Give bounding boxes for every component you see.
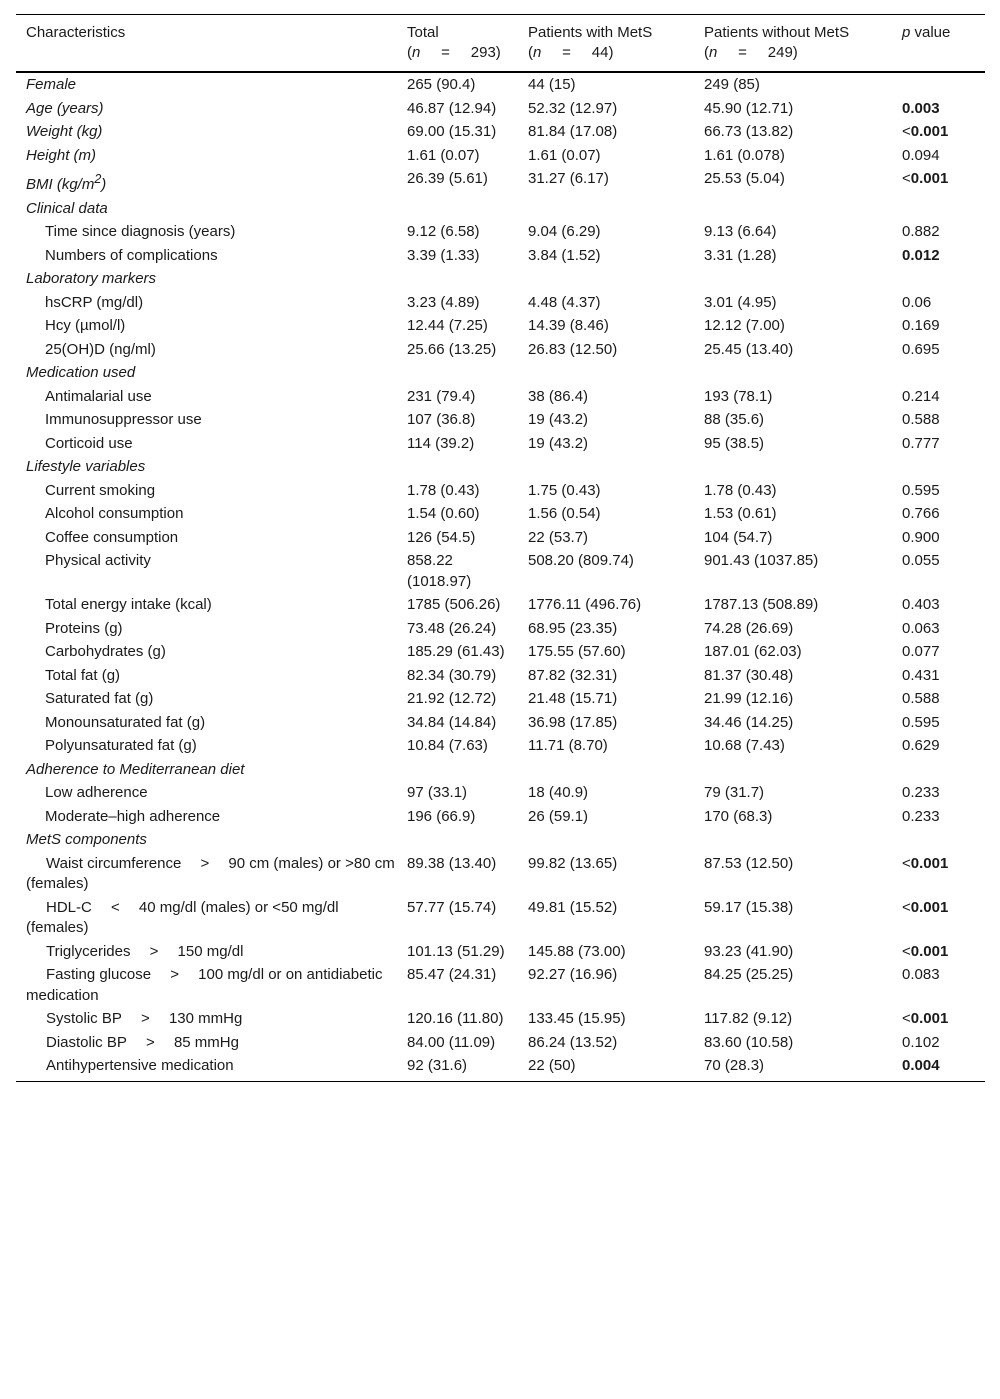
cell-with-mets: 21.48 (15.71) bbox=[528, 690, 618, 707]
cell-p-value: 0.403 bbox=[902, 596, 940, 613]
cell-with-mets: 81.84 (17.08) bbox=[528, 123, 618, 140]
row-label: 25(OH)D (ng/ml) bbox=[45, 340, 156, 358]
cell-with-mets: 4.48 (4.37) bbox=[528, 293, 601, 311]
row-label: Time since diagnosis (years) bbox=[45, 223, 236, 240]
header-row bbox=[16, 15, 985, 73]
table-row bbox=[16, 735, 985, 759]
row-label: Corticoid use bbox=[45, 434, 133, 452]
cell-without-mets: 193 (78.1) bbox=[704, 387, 773, 405]
cell-without-mets: 81.37 (30.48) bbox=[704, 666, 794, 684]
cell-p-value: 0.695 bbox=[902, 340, 940, 358]
table-row bbox=[16, 941, 985, 965]
section-row bbox=[16, 362, 985, 386]
row-label: BMI $(kg/m^2)$ bbox=[26, 172, 107, 193]
cell-with-mets: 18 (40.9) bbox=[528, 784, 589, 801]
header-without-mets bbox=[694, 15, 892, 73]
cell-p-value: 0.588 bbox=[902, 690, 940, 707]
section-row bbox=[16, 198, 985, 222]
cell-p-value: <0.001 bbox=[902, 942, 949, 960]
table-row bbox=[16, 292, 985, 316]
header-without-n: (n = 249) bbox=[704, 44, 798, 61]
cell-total: 120.16 (11.80) bbox=[407, 1010, 504, 1027]
cell-p-value: 0.233 bbox=[902, 807, 940, 825]
cell-p-value: <0.001 bbox=[902, 123, 949, 140]
cell-without-mets: 170 (68.3) bbox=[704, 807, 773, 825]
cell-without-mets: 25.53 (5.04) bbox=[704, 170, 785, 187]
cell-p-value: <0.001 bbox=[902, 170, 949, 187]
table-row bbox=[16, 712, 985, 736]
cell-without-mets: 70 (28.3) bbox=[704, 1057, 765, 1074]
section-row bbox=[16, 759, 985, 783]
cell-without-mets: 10.68 (7.43) bbox=[704, 737, 785, 754]
section-label: Medication used bbox=[26, 364, 136, 381]
cell-p-value: 0.882 bbox=[902, 223, 940, 240]
cell-without-mets: 95 (38.5) bbox=[704, 434, 765, 452]
cell-total: 114 (39.2) bbox=[407, 434, 475, 452]
table-row bbox=[16, 98, 985, 122]
cell-without-mets: 9.13 (6.64) bbox=[704, 223, 777, 240]
cell-p-value: 0.233 bbox=[902, 784, 940, 801]
cell-with-mets: 19 (43.2) bbox=[528, 411, 589, 428]
label-superscript: 2 bbox=[94, 172, 102, 186]
table-row bbox=[16, 1055, 985, 1081]
cell-without-mets: 83.60 (10.58) bbox=[704, 1033, 794, 1051]
cell-with-mets: 26.83 (12.50) bbox=[528, 340, 618, 358]
row-label: Low adherence bbox=[45, 784, 148, 801]
cell-p-value: 0.083 bbox=[902, 966, 940, 983]
cell-without-mets: 25.45 (13.40) bbox=[704, 340, 794, 358]
row-label: Polyunsaturated fat (g) bbox=[45, 737, 197, 754]
cell-with-mets: 87.82 (32.31) bbox=[528, 666, 618, 684]
cell-total: 185.29 (61.43) bbox=[407, 643, 505, 660]
cell-with-mets: 22 (53.7) bbox=[528, 528, 589, 546]
header-total-n: (n = 293) bbox=[407, 44, 501, 61]
cell-without-mets: 1787.13 (508.89) bbox=[704, 596, 819, 613]
header-p-value bbox=[892, 15, 985, 73]
cell-p-value: 0.077 bbox=[902, 643, 940, 660]
cell-without-mets: 87.53 (12.50) bbox=[704, 854, 794, 872]
table-row bbox=[16, 527, 985, 551]
cell-p-value: <0.001 bbox=[902, 854, 949, 872]
cell-total: 97 (33.1) bbox=[407, 784, 468, 801]
cell-with-mets: 92.27 (16.96) bbox=[528, 966, 618, 983]
cell-p-value: <0.001 bbox=[902, 1010, 949, 1027]
row-label: HDL-C < 40 mg/dl (males) or <50 mg/dl (females) bbox=[26, 898, 339, 936]
cell-total: 34.84 (14.84) bbox=[407, 713, 497, 731]
table-header bbox=[16, 15, 985, 73]
row-label: Total fat (g) bbox=[45, 666, 121, 684]
table-row bbox=[16, 665, 985, 689]
table-row bbox=[16, 221, 985, 245]
cell-with-mets: 22 (50) bbox=[528, 1057, 576, 1074]
cell-without-mets: 45.90 (12.71) bbox=[704, 99, 794, 117]
row-label: Weight (kg) bbox=[26, 123, 103, 140]
table-row bbox=[16, 1008, 985, 1032]
header-with-label: Patients with MetS bbox=[528, 24, 653, 41]
table-row bbox=[16, 503, 985, 527]
table-body bbox=[16, 72, 985, 1081]
cell-p-value: 0.777 bbox=[902, 434, 940, 452]
cell-p-value: 0.629 bbox=[902, 737, 940, 754]
cell-with-mets: 175.55 (57.60) bbox=[528, 643, 626, 660]
cell-p-value: 0.900 bbox=[902, 528, 940, 546]
cell-total: 3.23 (4.89) bbox=[407, 293, 480, 311]
header-with-n: (n = 44) bbox=[528, 44, 614, 61]
table-row bbox=[16, 806, 985, 830]
cell-with-mets: 99.82 (13.65) bbox=[528, 854, 618, 872]
cell-without-mets: 34.46 (14.25) bbox=[704, 713, 794, 731]
cell-without-mets: 1.61 (0.078) bbox=[704, 146, 785, 164]
cell-with-mets: 3.84 (1.52) bbox=[528, 246, 601, 264]
table-row bbox=[16, 433, 985, 457]
row-label: Immunosuppressor use bbox=[45, 411, 202, 428]
row-label: Triglycerides > 150 mg/dl bbox=[46, 942, 244, 960]
section-row bbox=[16, 456, 985, 480]
cell-with-mets: 1776.11 (496.76) bbox=[528, 596, 642, 613]
cell-p-value: 0.431 bbox=[902, 666, 940, 684]
table-row bbox=[16, 245, 985, 269]
table-row bbox=[16, 480, 985, 504]
cell-without-mets: 74.28 (26.69) bbox=[704, 619, 794, 637]
section-label: Lifestyle variables bbox=[26, 458, 146, 475]
cell-without-mets: 84.25 (25.25) bbox=[704, 966, 794, 983]
table-row bbox=[16, 550, 985, 594]
cell-with-mets: 1.75 (0.43) bbox=[528, 481, 601, 499]
header-p-italic: p bbox=[902, 24, 911, 41]
cell-without-mets: 901.43 (1037.85) bbox=[704, 552, 819, 569]
row-label: Female bbox=[26, 76, 77, 93]
cell-without-mets: 21.99 (12.16) bbox=[704, 690, 794, 707]
table-row bbox=[16, 339, 985, 363]
section-row bbox=[16, 829, 985, 853]
header-characteristics: Characteristics bbox=[26, 24, 126, 41]
row-label: Systolic BP > 130 mmHg bbox=[46, 1010, 243, 1027]
cell-without-mets: 79 (31.7) bbox=[704, 784, 765, 801]
cell-without-mets: 88 (35.6) bbox=[704, 411, 765, 428]
cell-total: 84.00 (11.09) bbox=[407, 1033, 496, 1051]
row-label: Diastolic BP > 85 mmHg bbox=[46, 1033, 239, 1051]
cell-total: 57.77 (15.74) bbox=[407, 898, 497, 916]
table-row bbox=[16, 688, 985, 712]
table-row bbox=[16, 1032, 985, 1056]
cell-total: 1.54 (0.60) bbox=[407, 505, 480, 522]
table-row bbox=[16, 409, 985, 433]
cell-total: 231 (79.4) bbox=[407, 387, 476, 405]
table-row bbox=[16, 315, 985, 339]
header-p-rest: value bbox=[910, 24, 951, 41]
cell-without-mets: 104 (54.7) bbox=[704, 528, 773, 546]
section-label: Laboratory markers bbox=[26, 270, 157, 287]
cell-p-value: 0.214 bbox=[902, 387, 940, 405]
cell-total: 3.39 (1.33) bbox=[407, 246, 480, 264]
cell-total: 25.66 (13.25) bbox=[407, 340, 497, 358]
cell-total: 107 (36.8) bbox=[407, 411, 476, 428]
cell-total: 73.48 (26.24) bbox=[407, 619, 497, 637]
row-label: Fasting glucose > 100 mg/dl or on antidiabetic medication bbox=[26, 966, 383, 1004]
cell-total: 46.87 (12.94) bbox=[407, 99, 497, 117]
cell-p-value: 0.766 bbox=[902, 505, 940, 522]
row-label: Saturated fat (g) bbox=[45, 690, 154, 707]
cell-with-mets: 52.32 (12.97) bbox=[528, 99, 618, 117]
cell-without-mets: 249 (85) bbox=[704, 76, 760, 93]
cell-p-value: 0.094 bbox=[902, 146, 940, 164]
cell-p-value: 0.012 bbox=[902, 246, 940, 264]
cell-with-mets: 86.24 (13.52) bbox=[528, 1033, 618, 1051]
cell-total: 92 (31.6) bbox=[407, 1057, 468, 1074]
row-label: Age (years) bbox=[26, 99, 104, 117]
cell-p-value: 0.055 bbox=[902, 552, 940, 569]
cell-p-value bbox=[892, 72, 985, 98]
cell-total: 265 (90.4) bbox=[407, 76, 476, 93]
row-label: Alcohol consumption bbox=[45, 505, 184, 522]
table-row bbox=[16, 594, 985, 618]
cell-total: 101.13 (51.29) bbox=[407, 942, 505, 960]
row-label: Physical activity bbox=[45, 552, 151, 569]
table-row bbox=[16, 782, 985, 806]
cell-with-mets: 1.61 (0.07) bbox=[528, 146, 601, 164]
row-label: Monounsaturated fat (g) bbox=[45, 713, 206, 731]
cell-with-mets: 68.95 (23.35) bbox=[528, 619, 618, 637]
cell-p-value: 0.102 bbox=[902, 1033, 940, 1051]
cell-with-mets: 19 (43.2) bbox=[528, 434, 589, 452]
cell-without-mets: 93.23 (41.90) bbox=[704, 942, 794, 960]
cell-total: 85.47 (24.31) bbox=[407, 966, 497, 983]
row-label: Total energy intake (kcal) bbox=[45, 596, 212, 613]
section-label: Clinical data bbox=[26, 199, 108, 217]
table-row bbox=[16, 145, 985, 169]
section-label: Adherence to Mediterranean diet bbox=[26, 760, 245, 778]
cell-p-value: 0.004 bbox=[902, 1057, 940, 1074]
cell-with-mets: 31.27 (6.17) bbox=[528, 170, 609, 187]
cell-with-mets: 36.98 (17.85) bbox=[528, 713, 618, 731]
cell-total: 9.12 (6.58) bbox=[407, 223, 480, 240]
cell-p-value: 0.06 bbox=[902, 293, 932, 311]
cell-total: 89.38 (13.40) bbox=[407, 854, 497, 872]
cell-without-mets: 66.73 (13.82) bbox=[704, 123, 794, 140]
row-label: Antimalarial use bbox=[45, 387, 152, 405]
header-total bbox=[397, 15, 518, 73]
cell-total: 858.22 (1018.97) bbox=[407, 552, 472, 590]
cell-p-value: <0.001 bbox=[902, 898, 949, 916]
cell-without-mets: 3.01 (4.95) bbox=[704, 293, 777, 311]
row-label: hsCRP (mg/dl) bbox=[45, 293, 144, 311]
cell-with-mets: 145.88 (73.00) bbox=[528, 942, 626, 960]
section-label: MetS components bbox=[26, 831, 147, 848]
cell-with-mets: 44 (15) bbox=[528, 76, 576, 93]
cell-total: 126 (54.5) bbox=[407, 528, 476, 546]
header-with-mets bbox=[518, 15, 694, 73]
cell-total: 1785 (506.26) bbox=[407, 596, 501, 613]
row-label: Height (m) bbox=[26, 146, 97, 164]
row-label: Current smoking bbox=[45, 481, 156, 499]
cell-with-mets: 49.81 (15.52) bbox=[528, 898, 618, 916]
cell-total: 69.00 (15.31) bbox=[407, 123, 497, 140]
cell-with-mets: 9.04 (6.29) bbox=[528, 223, 601, 240]
cell-total: 26.39 (5.61) bbox=[407, 170, 488, 187]
cell-without-mets: 117.82 (9.12) bbox=[704, 1010, 793, 1027]
cell-total: 1.61 (0.07) bbox=[407, 146, 480, 164]
section-row bbox=[16, 268, 985, 292]
row-label: Antihypertensive medication bbox=[46, 1057, 234, 1074]
cell-with-mets: 508.20 (809.74) bbox=[528, 552, 634, 569]
cell-p-value: 0.588 bbox=[902, 411, 940, 428]
cell-without-mets: 1.53 (0.61) bbox=[704, 505, 777, 522]
cell-total: 21.92 (12.72) bbox=[407, 690, 497, 707]
table-row bbox=[16, 168, 985, 198]
row-label: Carbohydrates (g) bbox=[45, 643, 166, 660]
cell-with-mets: 38 (86.4) bbox=[528, 387, 589, 405]
cell-total: 12.44 (7.25) bbox=[407, 317, 488, 334]
table-row bbox=[16, 618, 985, 642]
row-label: Waist circumference > 90 cm (males) or >80 cm (females) bbox=[26, 854, 395, 892]
table-row bbox=[16, 386, 985, 410]
row-label: Proteins (g) bbox=[45, 619, 123, 637]
row-label: Hcy (µmol/l) bbox=[45, 317, 126, 334]
cell-with-mets: 14.39 (8.46) bbox=[528, 317, 609, 334]
cell-without-mets: 59.17 (15.38) bbox=[704, 898, 794, 916]
cell-without-mets: 3.31 (1.28) bbox=[704, 246, 777, 264]
table-row bbox=[16, 897, 985, 941]
table-row bbox=[16, 964, 985, 1008]
table-row bbox=[16, 641, 985, 665]
cell-with-mets: 26 (59.1) bbox=[528, 807, 589, 825]
table-row bbox=[16, 72, 985, 98]
table-row bbox=[16, 853, 985, 897]
cell-p-value: 0.169 bbox=[902, 317, 940, 334]
header-without-label: Patients without MetS bbox=[704, 24, 850, 41]
cell-without-mets: 187.01 (62.03) bbox=[704, 643, 802, 660]
cell-p-value: 0.595 bbox=[902, 713, 940, 731]
header-total-label: Total bbox=[407, 24, 439, 41]
cell-total: 10.84 (7.63) bbox=[407, 737, 488, 754]
cell-total: 82.34 (30.79) bbox=[407, 666, 497, 684]
table-row bbox=[16, 121, 985, 145]
cell-with-mets: 133.45 (15.95) bbox=[528, 1010, 626, 1027]
row-label: Numbers of complications bbox=[45, 246, 218, 264]
row-label: Moderate–high adherence bbox=[45, 807, 221, 825]
cell-without-mets: 12.12 (7.00) bbox=[704, 317, 785, 334]
characteristics-table bbox=[16, 14, 985, 1082]
cell-p-value: 0.003 bbox=[902, 99, 940, 117]
cell-total: 196 (66.9) bbox=[407, 807, 476, 825]
cell-total: 1.78 (0.43) bbox=[407, 481, 480, 499]
cell-without-mets: 1.78 (0.43) bbox=[704, 481, 777, 499]
row-label: Coffee consumption bbox=[45, 528, 179, 546]
cell-p-value: 0.595 bbox=[902, 481, 940, 499]
cell-with-mets: 1.56 (0.54) bbox=[528, 505, 601, 522]
cell-with-mets: 11.71 (8.70) bbox=[528, 737, 608, 754]
cell-p-value: 0.063 bbox=[902, 619, 940, 637]
